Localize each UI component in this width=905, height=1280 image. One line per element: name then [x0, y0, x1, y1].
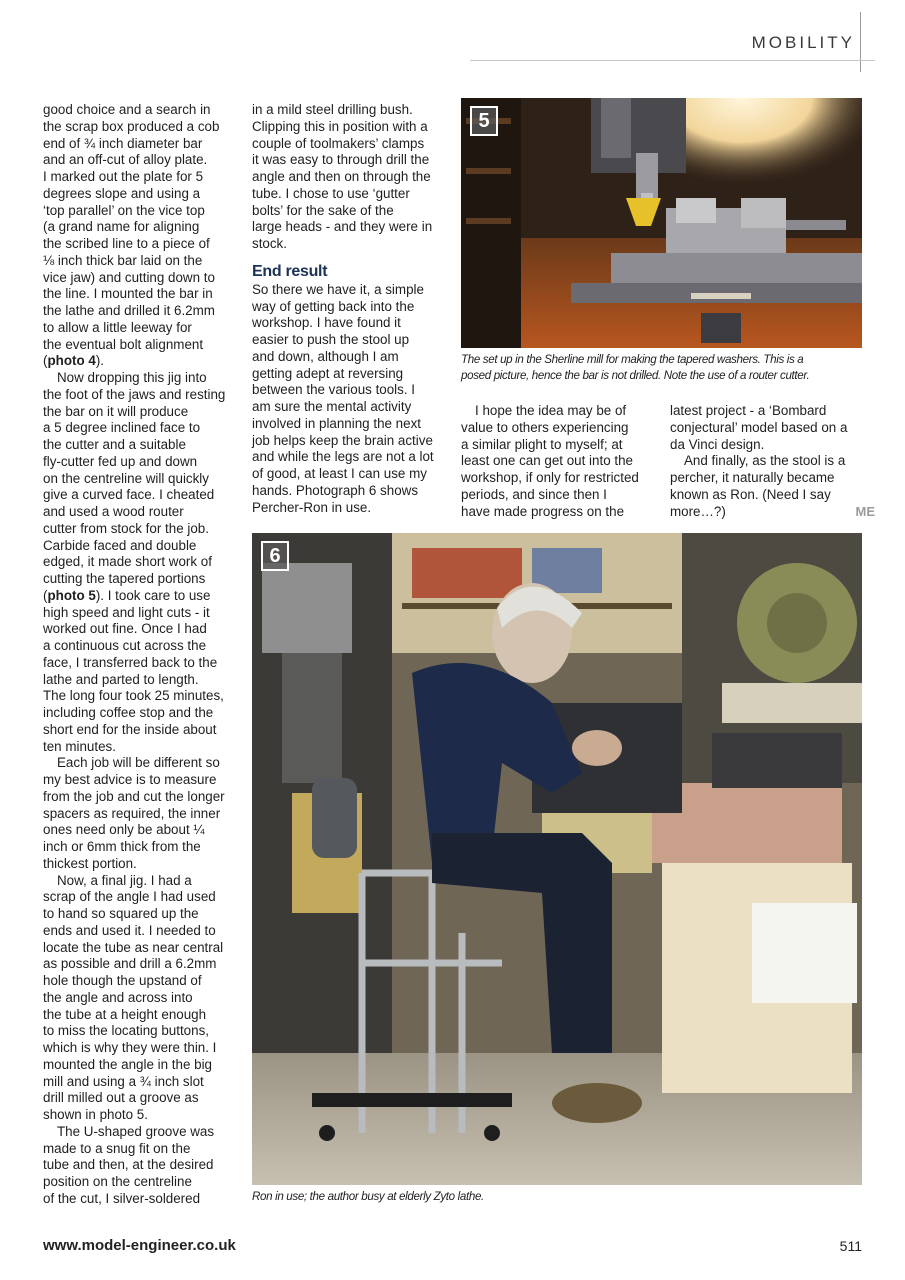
- section-label: MOBILITY: [751, 33, 855, 52]
- text-line: periods, and since then I: [461, 486, 607, 502]
- text-line: which is why they were thin. I: [43, 1040, 217, 1055]
- photo-reference: photo 5: [47, 587, 96, 603]
- text-line: in a mild steel drilling bush.: [252, 102, 413, 117]
- text-line: da Vinci design.: [670, 436, 765, 452]
- text-line: vice jaw) and cutting down to: [43, 269, 215, 285]
- text-line: drill milled out a groove as: [43, 1090, 199, 1106]
- photo-number-badge: 5: [470, 106, 498, 136]
- text-line: scrap of the angle I had used: [43, 889, 216, 905]
- text-line: large heads - and they were in: [252, 219, 433, 235]
- text-column-4: [670, 403, 875, 520]
- text-line: Carbide faced and double: [43, 537, 197, 553]
- text-line: lathe and parted to length.: [43, 671, 199, 687]
- text-line: made to a snug fit on the: [43, 1140, 191, 1156]
- text-line: thickest portion.: [43, 855, 137, 871]
- photo-number-badge: 6: [261, 541, 289, 571]
- text-line: (a grand name for aligning: [43, 219, 200, 235]
- text-line: the bar on it will produce: [43, 403, 189, 419]
- text-column-2: [252, 102, 452, 516]
- text-line: ⅛ inch thick bar laid on the: [43, 252, 203, 268]
- text-line: position on the centreline: [43, 1174, 192, 1189]
- photo-author-at-lathe: [252, 533, 862, 1185]
- text-line: I hope the idea may be of: [475, 403, 627, 418]
- text-line: and while the legs are not a lot: [252, 449, 434, 465]
- text-line: Clipping this in position with a: [252, 118, 428, 134]
- text-line: getting adept at reversing: [252, 365, 404, 381]
- text-line: have made progress on the: [461, 503, 625, 519]
- text-line: to allow a little leeway for: [43, 319, 192, 335]
- text-line: shown in photo 5.: [43, 1107, 148, 1122]
- paragraph: [670, 403, 865, 453]
- text-line: the line. I mounted the bar in: [43, 286, 213, 302]
- text-line: mill and using a ¾ inch slot: [43, 1073, 204, 1089]
- text-line: inch or 6mm thick from the: [43, 839, 201, 854]
- photo-caption: Ron in use; the author busy at elderly Zyto lathe.: [252, 1190, 484, 1203]
- text-line: worked out fine. Once I had: [43, 621, 207, 637]
- text-line: workshop, if only for restricted: [461, 470, 639, 485]
- text-line: mounted the angle in the big: [43, 1056, 212, 1072]
- text-line: angle and then on through the: [252, 169, 431, 184]
- text-line: hole though the upstand of: [43, 973, 202, 988]
- text-line: fly-cutter fed up and down: [43, 453, 198, 469]
- text-line: easier to push the stool up: [252, 332, 410, 347]
- text-line: a similar plight to myself; at: [461, 436, 623, 452]
- text-line: And finally, as the stool is a: [684, 453, 846, 469]
- text-line: high speed and light cuts - it: [43, 604, 210, 620]
- text-line: from the job and cut the longer: [43, 788, 225, 804]
- text-line: the lathe and drilled it 6.2mm: [43, 303, 215, 318]
- text-line: the scribed line to a piece of: [43, 236, 210, 251]
- text-line: on the centreline will quickly: [43, 470, 209, 486]
- text-column-1: [43, 102, 243, 1208]
- text-line: of the cut, I silver-soldered: [43, 1190, 201, 1206]
- text-line: give a curved face. I cheated: [43, 487, 215, 503]
- photo-reference: photo 4: [47, 353, 96, 369]
- paragraph: [252, 282, 452, 517]
- text-line: of good, at least I can use my: [252, 466, 427, 481]
- text-line: the angle and across into: [43, 989, 193, 1005]
- text-line: latest project - a ‘Bombard: [670, 403, 827, 418]
- text-line: including coffee stop and the: [43, 705, 214, 720]
- text-line: and an off-cut of alloy plate.: [43, 152, 208, 168]
- text-line: tube and then, at the desired: [43, 1157, 214, 1173]
- text-line: to hand so squared up the: [43, 906, 199, 921]
- paragraph: Now dropping this jig into the foot of the jaws and resting the bar on it will produce a 5 degree inclined face to the cutter and a suitable fly-cutter fed up and down on the centreline will quickly give a curved face. I cheated and used a wood router cutter from stock for the job. Carbide faced and double edged, it made short work of cutting the tapered portions (photo 5). I took care to use high speed and light cuts - it worked out fine. Once I had a continuous cut across the face, I transferred back to the lathe and parted to length. The long four took 25 minutes, including coffee stop and the short end for the inside about ten minutes.: [43, 370, 243, 755]
- text-line: a continuous cut across the: [43, 638, 207, 653]
- text-line: edged, it made short work of: [43, 554, 212, 570]
- text-line: cutting the tapered portions: [43, 571, 206, 586]
- text-line: ‘top parallel’ on the vice top: [43, 202, 205, 218]
- text-line: between the various tools. I: [252, 382, 416, 398]
- text-line: involved in planning the next: [252, 415, 421, 431]
- workshop-illustration: [252, 533, 862, 1185]
- photo-sherline-mill: [461, 98, 862, 348]
- text-line: conjectural’ model based on a: [670, 419, 848, 435]
- text-line: Percher-Ron in use.: [252, 499, 372, 515]
- text-line: tube. I chose to use ‘gutter: [252, 185, 410, 201]
- text-line: The long four took 25 minutes,: [43, 688, 224, 704]
- text-line: the cutter and a suitable: [43, 437, 186, 452]
- header-divider-horizontal: [470, 60, 875, 61]
- text-line: bolts’ for the sake of the: [252, 202, 394, 218]
- text-line: way of getting back into the: [252, 298, 415, 314]
- paragraph: [670, 453, 875, 520]
- header-divider-vertical: [860, 12, 861, 72]
- text-line: more…?): [670, 503, 726, 519]
- text-line: the scrap box produced a cob: [43, 118, 220, 134]
- text-line: spacers as required, the inner: [43, 805, 221, 821]
- text-line: known as Ron. (Need I say: [670, 486, 831, 502]
- text-line: locate the tube as near central: [43, 939, 224, 955]
- text-line: job helps keep the brain active: [252, 432, 433, 448]
- text-line: ten minutes.: [43, 738, 116, 754]
- end-of-article-mark: ME: [855, 503, 875, 519]
- text-line: as possible and drill a 6.2mm: [43, 956, 217, 972]
- text-line: cutter from stock for the job.: [43, 520, 209, 536]
- text-line: the tube at a height enough: [43, 1006, 207, 1022]
- text-line: Now dropping this jig into: [57, 370, 207, 385]
- text-line: and used a wood router: [43, 504, 184, 519]
- text-line: it was easy to through drill the: [252, 152, 430, 168]
- paragraph: [43, 1124, 243, 1208]
- paragraph: [461, 403, 656, 520]
- text-line: my best advice is to measure: [43, 772, 217, 787]
- paragraph: [43, 873, 243, 1124]
- text-line: least one can get out into the: [461, 453, 633, 469]
- text-line: ends and used it. I needed to: [43, 922, 216, 938]
- paragraph: [252, 102, 452, 253]
- text-line: Each job will be different so: [57, 755, 220, 771]
- text-line: The U-shaped groove was: [57, 1123, 215, 1139]
- text-line: end of ¾ inch diameter bar: [43, 135, 203, 151]
- mill-setup-illustration: [461, 98, 862, 348]
- text-line: the foot of the jaws and resting: [43, 386, 226, 402]
- text-line: workshop. I have found it: [252, 315, 401, 331]
- text-line: the eventual bolt alignment: [43, 336, 204, 352]
- text-line: face, I transferred back to the: [43, 654, 218, 670]
- text-line: stock.: [252, 236, 287, 251]
- paragraph: good choice and a search in the scrap box produced a cob end of ¾ inch diameter bar and an off-cut of alloy plate. I marked out the plate for 5 degrees slope and using a ‘top parallel’ on the vice top (a grand name for aligning the scribed line to a piece of ⅛ inch thick bar laid on the vice jaw) and cutting down to the line. I mounted the bar in the lathe and drilled it 6.2mm to allow a little leeway for the eventual bolt alignment (photo 4).: [43, 102, 243, 370]
- text-line: to miss the locating buttons,: [43, 1023, 209, 1039]
- page-number: 511: [839, 1238, 862, 1254]
- text-column-3: [461, 403, 656, 520]
- text-line: ones need only be about ¼: [43, 822, 205, 838]
- text-line: a 5 degree inclined face to: [43, 420, 201, 436]
- text-line: short end for the inside about: [43, 721, 217, 737]
- text-line: So there we have it, a simple: [252, 281, 424, 297]
- text-line: degrees slope and using a: [43, 185, 201, 201]
- text-line: percher, it naturally became: [670, 470, 835, 485]
- section-subheading: End result: [252, 262, 328, 280]
- text-line: am sure the mental activity: [252, 399, 412, 414]
- photo-caption: The set up in the Sherline mill for making the tapered washers. This is a posed picture, hence the bar is not drilled. Note the use of a router cutter.: [461, 353, 810, 382]
- text-line: I marked out the plate for 5: [43, 169, 204, 184]
- website-url: www.model-engineer.co.uk: [43, 1237, 236, 1254]
- text-line: hands. Photograph 6 shows: [252, 482, 419, 498]
- text-line: good choice and a search in: [43, 102, 211, 117]
- text-line: and down, although I am: [252, 348, 399, 364]
- text-line: value to others experiencing: [461, 419, 629, 435]
- text-line: Now, a final jig. I had a: [57, 872, 192, 888]
- text-line: couple of toolmakers’ clamps: [252, 135, 425, 151]
- paragraph: [43, 755, 243, 872]
